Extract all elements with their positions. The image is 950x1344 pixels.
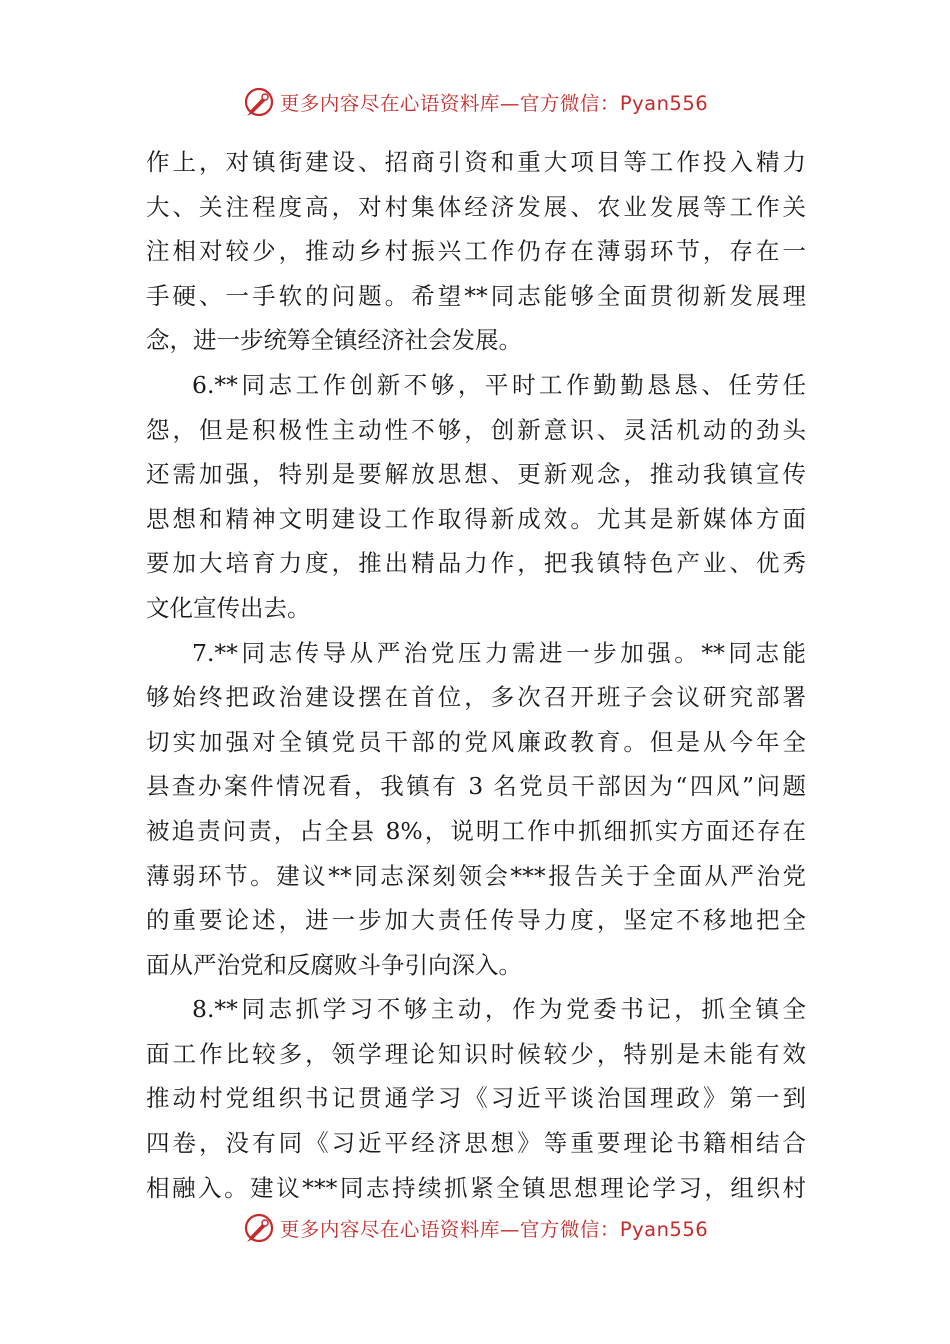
- text-line: 切实加强对全镇党员干部的党风廉政教育。但是从今年全: [146, 727, 806, 756]
- text-line: 被追责问责，占全县 8%，说明工作中抓细抓实方面还存在: [146, 816, 806, 845]
- text-line: 思想和精神文明建设工作取得新成效。尤其是新媒体方面: [146, 504, 806, 533]
- text-line: 够始终把政治建设摆在首位，多次召开班子会议研究部署: [146, 683, 806, 712]
- footer-banner: [0, 1208, 950, 1248]
- pen-circle-logo-icon: [242, 85, 276, 119]
- footer-banner-text: 更多内容尽在心语资料库—官方微信：Pyan556: [279, 1218, 709, 1241]
- header-banner-text: 更多内容尽在心语资料库—官方微信：Pyan556: [279, 92, 709, 115]
- text-line: 手硬、一手软的问题。希望**同志能够全面贯彻新发展理: [146, 281, 806, 310]
- text-line: 面从严治党和反腐败斗争引向深入。: [146, 950, 522, 979]
- text-line: 作上，对镇街建设、招商引资和重大项目等工作投入精力: [146, 148, 806, 176]
- text-line: 大、关注程度高，对村集体经济发展、农业发展等工作关: [146, 192, 806, 221]
- text-line: 四卷，没有同《习近平经济思想》等重要理论书籍相结合: [146, 1129, 806, 1158]
- paragraph-start-8: 8.**同志抓学习不够主动，作为党委书记，抓全镇全: [192, 995, 806, 1024]
- paragraph-start-6: 6.**同志工作创新不够，平时工作勤勤恳恳、任劳任: [192, 370, 806, 399]
- text-line: 文化宣传出去。: [146, 593, 311, 622]
- text-line: 怨，但是积极性主动性不够，创新意识、灵活机动的劲头: [146, 415, 806, 444]
- text-line: 推动村党组织书记贯通学习《习近平谈治国理政》第一到: [146, 1084, 806, 1113]
- text-line: 薄弱环节。建议**同志深刻领会***报告关于全面从严治党: [146, 861, 806, 890]
- pen-circle-logo-icon: [242, 1211, 276, 1245]
- text-line: 县查办案件情况看，我镇有 3 名党员干部因为“四风”问题: [146, 772, 806, 801]
- text-line: 要加大培育力度，推出精品力作，把我镇特色产业、优秀: [146, 549, 806, 578]
- header-banner: [0, 82, 950, 122]
- text-line: 面工作比较多，领学理论知识时候较少，特别是未能有效: [146, 1039, 806, 1068]
- text-line: 还需加强，特别是要解放思想、更新观念，推动我镇宣传: [146, 460, 806, 489]
- paragraph-start-7: 7.**同志传导从严治党压力需进一步加强。**同志能: [192, 638, 806, 667]
- document-body: [146, 140, 806, 1210]
- text-line: 念，进一步统筹全镇经济社会发展。: [146, 326, 522, 355]
- text-line: 注相对较少，推动乡村振兴工作仍存在薄弱环节，存在一: [146, 237, 806, 266]
- text-line: 相融入。建议***同志持续抓紧全镇思想理论学习，组织村: [146, 1173, 806, 1202]
- text-line: 的重要论述，进一步加大责任传导力度，坚定不移地把全: [146, 906, 806, 935]
